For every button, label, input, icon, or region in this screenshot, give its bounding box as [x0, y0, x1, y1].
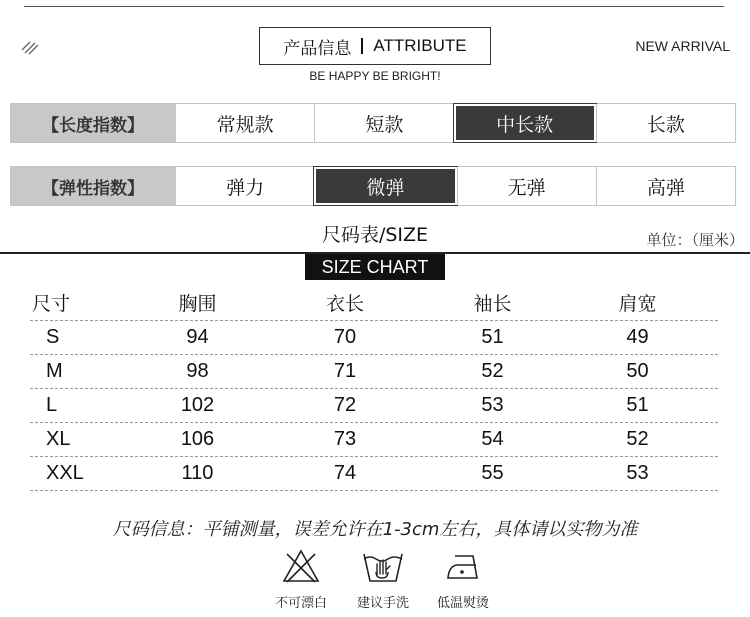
table-row: [30, 389, 718, 423]
care-label-bleach: 不可漂白: [274, 596, 327, 611]
table-row: [30, 457, 718, 491]
care-item-wash: [338, 548, 428, 611]
size-table: [30, 285, 718, 491]
cell-sleeve: 52: [481, 360, 504, 382]
elastic-index-label: 【弹性指数】: [11, 167, 175, 205]
cell-chest: 102: [180, 394, 215, 416]
header-size: 尺寸: [32, 293, 71, 315]
cell-shoulder: 52: [626, 428, 649, 450]
cell-size: S: [46, 326, 60, 348]
header-length: 衣长: [325, 293, 364, 315]
cell-sleeve: 54: [481, 428, 504, 450]
attribute-title-box: [259, 27, 491, 65]
length-option-regular: 常规款: [175, 104, 314, 142]
elastic-option-none: 无弹: [457, 167, 596, 205]
elastic-option-slight: 微弹: [314, 167, 456, 205]
hand-wash-icon: [361, 548, 405, 584]
low-temp-iron-icon: [443, 548, 483, 584]
table-row: [30, 355, 718, 389]
cell-size: L: [46, 394, 58, 416]
no-bleach-icon: [281, 548, 321, 584]
length-option-short: 短款: [314, 104, 453, 142]
cell-length: 70: [333, 326, 357, 348]
size-chart-badge: SIZE CHART: [305, 254, 445, 280]
new-arrival-label: NEW ARRIVAL: [635, 38, 730, 54]
cell-shoulder: 51: [626, 394, 649, 416]
cell-length: 74: [333, 462, 357, 484]
length-index-row: [10, 103, 736, 143]
cell-sleeve: 51: [481, 326, 504, 348]
header-shoulder: 肩宽: [618, 293, 657, 315]
tagline: BE HAPPY BE BRIGHT!: [309, 69, 441, 83]
unit-label: 单位：（厘米）: [646, 231, 744, 249]
table-row: [30, 321, 718, 355]
cell-chest: 98: [186, 360, 209, 382]
care-label-wash: 建议手洗: [356, 596, 409, 611]
elastic-option-stretch: 弹力: [175, 167, 314, 205]
length-option-mid-long: 中长款: [454, 104, 596, 142]
measurement-note: 尺码信息：平铺测量，误差允许在1-3cm左右，具体请以实物为准: [112, 519, 638, 540]
cell-chest: 110: [181, 462, 214, 484]
cell-shoulder: 49: [626, 326, 649, 348]
cell-chest: 94: [186, 326, 209, 348]
care-item-iron: [418, 548, 508, 611]
title-en: ATTRIBUTE: [373, 36, 467, 55]
cell-shoulder: 53: [626, 462, 649, 484]
hatch-decoration-icon: [20, 36, 40, 56]
care-label-iron: 低温熨烫: [436, 596, 489, 611]
cell-length: 72: [333, 394, 357, 416]
table-row: [30, 423, 718, 457]
cell-length: 71: [333, 360, 357, 382]
title-separator: [361, 38, 363, 54]
cell-size: M: [46, 360, 63, 382]
cell-sleeve: 55: [481, 462, 504, 484]
elastic-index-row: [10, 166, 736, 206]
header-sleeve: 袖长: [473, 293, 512, 315]
length-index-label: 【长度指数】: [11, 104, 175, 142]
cell-sleeve: 53: [481, 394, 504, 416]
title-cn: 产品信息: [283, 38, 352, 59]
size-chart-title: 尺码表/SIZE: [321, 224, 429, 246]
cell-chest: 106: [180, 428, 215, 450]
top-divider: [24, 6, 724, 7]
care-item-bleach: [256, 548, 346, 611]
cell-length: 73: [333, 428, 357, 450]
length-option-long: 长款: [596, 104, 735, 142]
cell-size: XL: [46, 428, 71, 450]
cell-shoulder: 50: [626, 360, 649, 382]
table-header-row: [30, 285, 718, 321]
header-chest: 胸围: [178, 293, 217, 315]
cell-size: XXL: [46, 462, 84, 484]
elastic-option-high: 高弹: [596, 167, 735, 205]
